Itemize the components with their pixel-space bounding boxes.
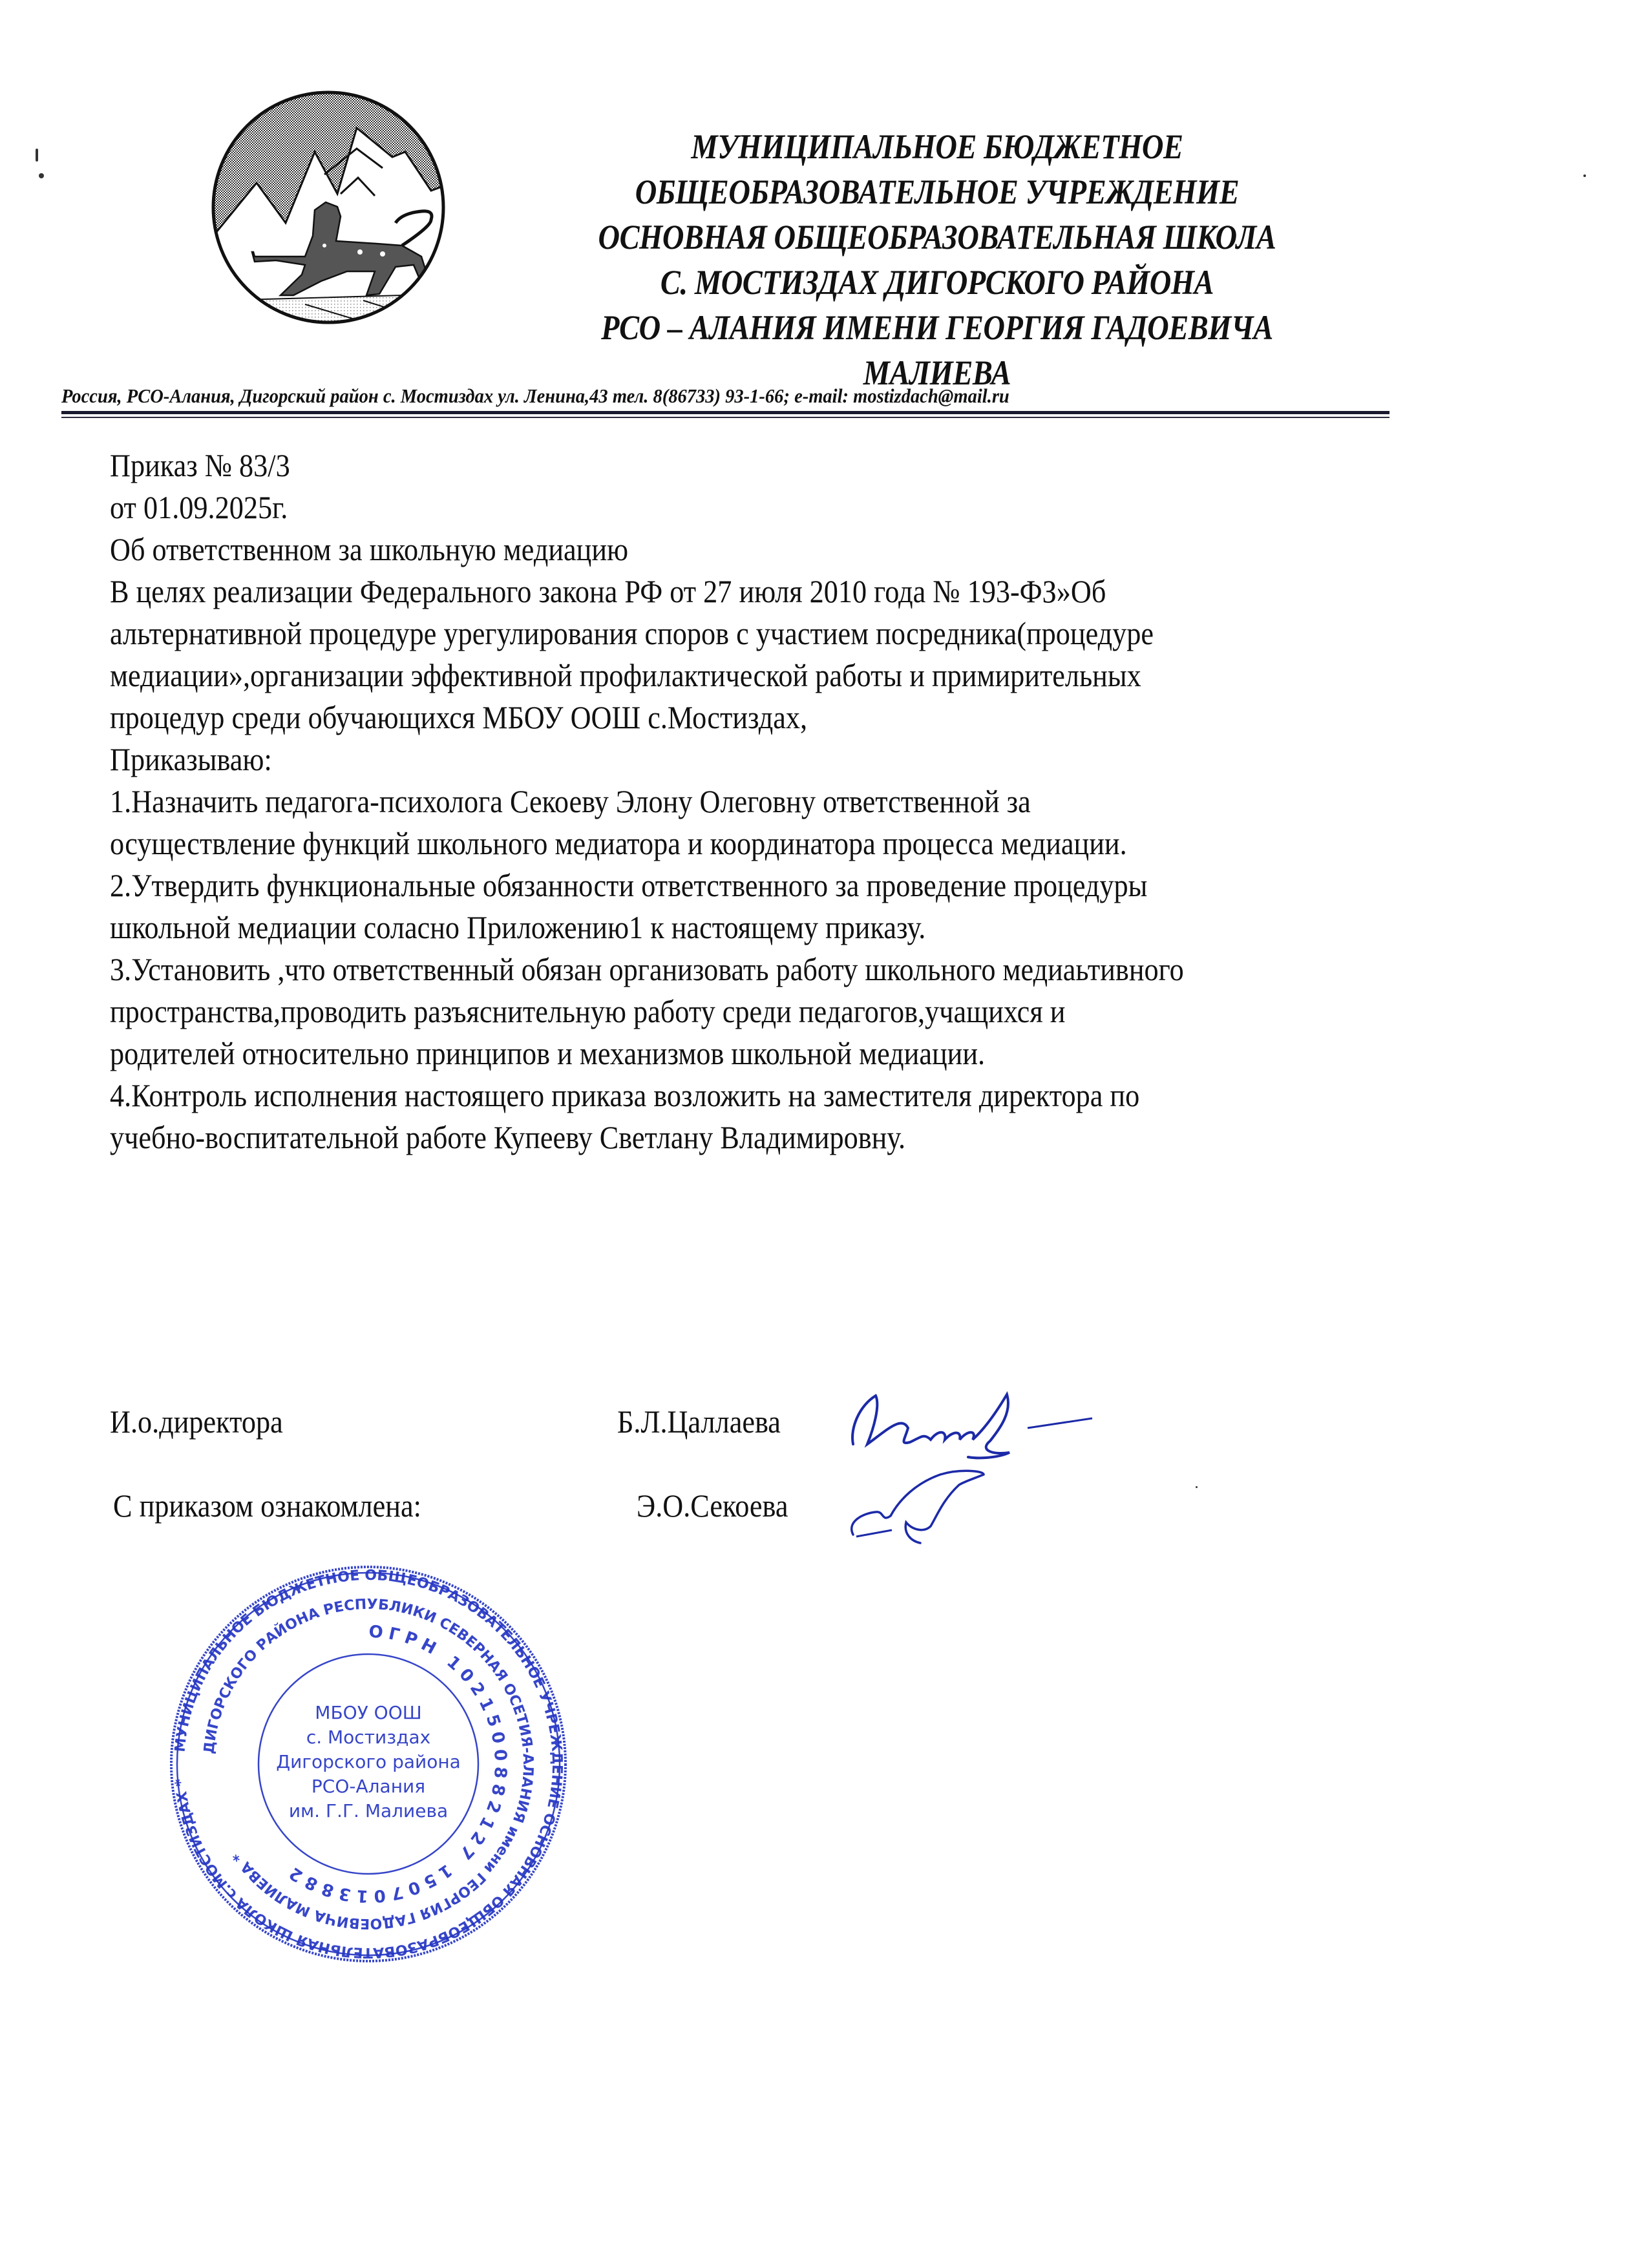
scan-artifact (1196, 1486, 1198, 1488)
official-stamp (168, 1564, 569, 1964)
order-item-line: родителей относительно принципов и механизмов школьной медиации. (110, 1035, 986, 1071)
stamp-center-line: РСО-Алания (311, 1776, 426, 1797)
director-label: И.о.директора (110, 1403, 283, 1440)
org-title-line: ОСНОВНАЯ ОБЩЕОБРАЗОВАТЕЛЬНАЯ ШКОЛА (598, 218, 1276, 257)
org-title-line: МУНИЦИПАЛЬНОЕ БЮДЖЕТНОЕ (691, 127, 1183, 166)
preamble-line: процедур среди обучающихся МБОУ ООШ с.Мостиздах, (110, 699, 808, 735)
scan-artifact (36, 149, 38, 162)
order-item-2 (110, 865, 1397, 949)
acknowledgement-signature (840, 1467, 995, 1544)
acknowledged-name: Э.О.Секоева (637, 1487, 788, 1524)
order-number: Приказ № 83/3 (110, 447, 290, 483)
organization-address: Россия, РСО-Алания, Дигорский район с. Мостиздах ул. Ленина,43 тел. 8(86733) 93-1-66; e-mail: mostizdach@mail.ru (61, 384, 1009, 407)
order-subject: Об ответственном за школьную медиацию (110, 531, 629, 567)
order-item-1 (110, 781, 1397, 865)
org-title-line: С. МОСТИЗДАХ ДИГОРСКОГО РАЙОНА (660, 263, 1214, 302)
stamp-ogrn-text: ОГРН 1021500882127 1507013882 (281, 1622, 511, 1906)
order-item-line: 2.Утвердить функциональные обязанности ответственного за проведение процедуры (110, 867, 1148, 903)
preamble-line: медиации»,организации эффективной профилактической работы и примирительных (110, 657, 1141, 693)
header-divider-thin (61, 417, 1389, 418)
alania-coat-of-arms-icon (208, 87, 449, 328)
org-title-line: МАЛИЕВА (863, 353, 1011, 392)
stamp-center-text (276, 1702, 461, 1822)
order-item-line: 4.Контроль исполнения настоящего приказа возложить на заместителя директора по (110, 1077, 1140, 1113)
order-command: Приказываю: (110, 741, 272, 777)
org-title-line: РСО – АЛАНИЯ ИМЕНИ ГЕОРГИЯ ГАДОЕВИЧА (601, 308, 1273, 347)
order-item-line: пространства,проводить разъяснительную работу среди педагогов,учащихся и (110, 993, 1066, 1029)
stamp-center-line: Дигорского района (276, 1751, 461, 1772)
scan-artifact (1583, 174, 1586, 177)
order-date: от 01.09.2025г. (110, 489, 288, 525)
order-item-line: школьной медиации соласно Приложению1 к настоящему приказу. (110, 909, 926, 945)
organization-title (542, 124, 1331, 395)
stamp-center-line: им. Г.Г. Малиева (288, 1800, 449, 1822)
order-item-line: 3.Установить ,что ответственный обязан организовать работу школьного медиаьтивного (110, 951, 1184, 987)
director-signature (840, 1383, 1099, 1460)
stamp-center-line: с. Мостиздах (306, 1727, 431, 1748)
director-name: Б.Л.Цаллаева (617, 1403, 781, 1440)
preamble-line: альтернативной процедуре урегулирования споров с участием посредника(процедуре (110, 615, 1154, 651)
org-title-line: ОБЩЕОБРАЗОВАТЕЛЬНОЕ УЧРЕЖДЕНИЕ (635, 173, 1240, 211)
order-item-3 (110, 949, 1397, 1075)
order-item-line: учебно-воспитательной работе Купееву Светлану Владимировну. (110, 1119, 906, 1155)
scan-artifact (39, 173, 44, 178)
stamp-center-line: МБОУ ООШ (315, 1702, 422, 1723)
stamp-middle-text: ДИГОРСКОГО РАЙОНА РЕСПУБЛИКИ СЕВЕРНАЯ ОСЕТИЯ-АЛАНИЯ имени ГЕОРГИЯ ГАДОЕВИЧА МАЛИЕВА * (201, 1596, 536, 1932)
order-item-4 (110, 1075, 1397, 1159)
order-item-line: осуществление функций школьного медиатора и координатора процесса медиации. (110, 825, 1127, 861)
stamp-outer-text: МУНИЦИПАЛЬНОЕ БЮДЖЕТНОЕ ОБЩЕОБРАЗОВАТЕЛЬНОЕ УЧРЕЖДЕНИЕ ОСНОВНАЯ ОБЩЕОБРАЗОВАТЕЛЬНАЯ ШКОЛА с.МОСТИЗДАХ * (172, 1567, 565, 1961)
order-body (110, 445, 1397, 1159)
preamble-line: В целях реализации Федерального закона РФ от 27 июля 2010 года № 193-ФЗ»Об (110, 573, 1106, 609)
acknowledged-label: С приказом ознакомлена: (113, 1487, 421, 1524)
header-divider (61, 411, 1389, 414)
order-item-line: 1.Назначить педагога-психолога Секоеву Элону Олеговну ответственной за (110, 783, 1031, 819)
